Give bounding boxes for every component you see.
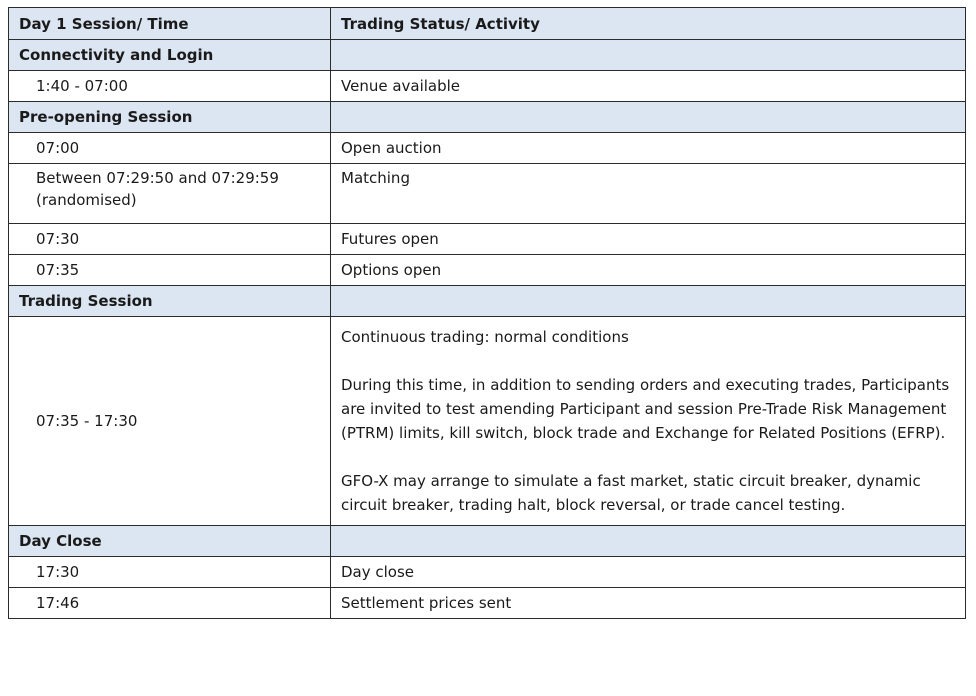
session-time: 1:40 - 07:00 [9, 71, 331, 102]
header-session-time: Day 1 Session/ Time [9, 8, 331, 40]
section-title: Connectivity and Login [9, 40, 331, 71]
activity: Options open [331, 255, 966, 286]
activity: Settlement prices sent [331, 588, 966, 619]
activity-description [331, 317, 966, 526]
activity: Matching [331, 164, 966, 224]
table-row [9, 317, 966, 526]
activity-paragraph: During this time, in addition to sending orders and executing trades, Participants are invited to test amending Participant and session Pre-Trade Risk Management (PTRM) limits, kill switch, block trade and Exchange for Related Positions (EFRP). [341, 376, 950, 442]
activity: Day close [331, 557, 966, 588]
table-row [9, 133, 966, 164]
table-row [9, 164, 966, 224]
table-row [9, 224, 966, 255]
section-empty-cell [331, 102, 966, 133]
session-time: 07:30 [9, 224, 331, 255]
section-empty-cell [331, 526, 966, 557]
header-trading-status: Trading Status/ Activity [331, 8, 966, 40]
session-time: 17:46 [9, 588, 331, 619]
table-row [9, 255, 966, 286]
section-empty-cell [331, 40, 966, 71]
session-time: 17:30 [9, 557, 331, 588]
session-time: 07:35 - 17:30 [9, 317, 331, 526]
section-row [9, 286, 966, 317]
section-title: Trading Session [9, 286, 331, 317]
section-row [9, 102, 966, 133]
table-row [9, 71, 966, 102]
table-row [9, 557, 966, 588]
session-time: Between 07:29:50 and 07:29:59 (randomised) [9, 164, 331, 224]
session-schedule-table [8, 7, 966, 619]
section-title: Pre-opening Session [9, 102, 331, 133]
table-row [9, 588, 966, 619]
activity-paragraph: Continuous trading: normal conditions [341, 328, 629, 346]
session-time: 07:35 [9, 255, 331, 286]
section-title: Day Close [9, 526, 331, 557]
section-empty-cell [331, 286, 966, 317]
section-row [9, 526, 966, 557]
session-time: 07:00 [9, 133, 331, 164]
activity: Futures open [331, 224, 966, 255]
section-row [9, 40, 966, 71]
table-header-row [9, 8, 966, 40]
activity: Open auction [331, 133, 966, 164]
activity: Venue available [331, 71, 966, 102]
activity-paragraph: GFO-X may arrange to simulate a fast market, static circuit breaker, dynamic circuit breaker, trading halt, block reversal, or trade cancel testing. [341, 472, 921, 514]
